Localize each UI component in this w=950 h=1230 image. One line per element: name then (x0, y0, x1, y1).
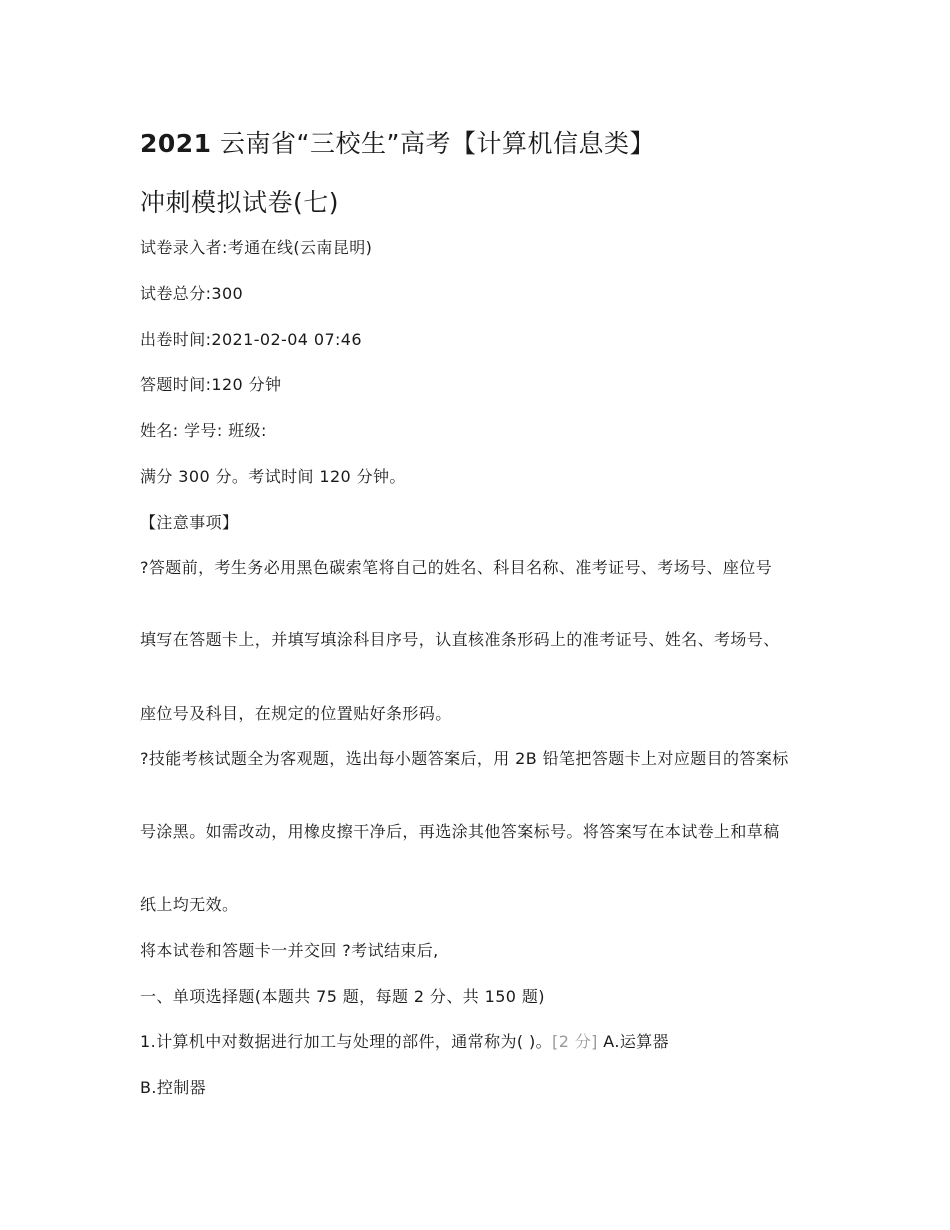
notice-paragraph-6: 纸上均无效。 (140, 895, 239, 914)
question-option-a: A.运算器 (603, 1032, 670, 1051)
question-1 (140, 1029, 820, 1055)
section-heading: 一、单项选择题(本题共 75 题，每题 2 分、共 150 题) (140, 987, 545, 1006)
notice-paragraph-2: 填写在答题卡上，并填写填涂科目序号，认直核准条形码上的准考证号、姓名、考场号、 (140, 630, 780, 649)
doc-title-line1 (140, 124, 655, 160)
info-duration: 答题时间:120 分钟 (140, 375, 282, 394)
notice-heading: 【注意事项】 (140, 513, 239, 532)
info-issue-time: 出卷时间:2021-02-04 07:46 (140, 330, 362, 349)
info-total-score: 试卷总分:300 (140, 284, 244, 303)
student-fields: 姓名: 学号: 班级: (140, 421, 267, 440)
exam-summary: 满分 300 分。考试时间 120 分钟。 (140, 467, 406, 486)
notice-paragraph-3: 座位号及科目，在规定的位置贴好条形码。 (140, 704, 452, 723)
notice-paragraph-7: 将本试卷和答题卡一并交回 ?考试结束后, (140, 941, 439, 960)
question-stem: 1.计算机中对数据进行加工与处理的部件，通常称为( )。 (140, 1032, 553, 1051)
question-option-b: B.控制器 (140, 1078, 207, 1097)
notice-paragraph-1: ?答题前，考生务必用黑色碳索笔将自己的姓名、科目名称、准考证号、考场号、座位号 (140, 558, 773, 577)
notice-paragraph-5: 号涂黑。如需改动，用橡皮擦干净后，再选涂其他答案标号。将答案写在本试卷上和草稿 (140, 822, 780, 841)
doc-title-text: 云南省“三校生”高考【计算机信息类】 (220, 129, 655, 158)
doc-title-line2: 冲刺模拟试卷(七) (140, 188, 340, 217)
question-score: [2 分] (552, 1032, 598, 1051)
notice-paragraph-4: ?技能考核试题全为客观题，选出每小题答案后，用 2B 铅笔把答题卡上对应题目的答案标 (140, 749, 789, 768)
doc-title-year: 2021 (140, 129, 212, 158)
info-enterer: 试卷录入者:考通在线(云南昆明) (140, 238, 373, 257)
